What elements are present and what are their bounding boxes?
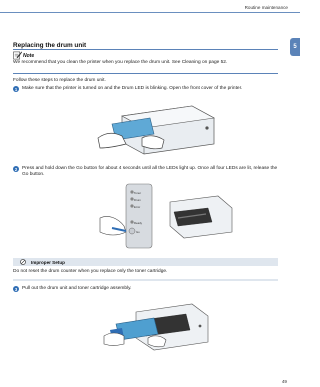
pull-out-drum-illustration (102, 298, 212, 356)
pencil-note-icon (13, 51, 22, 60)
section-title: Replacing the drum unit (13, 42, 87, 49)
step-2-number: 2 (14, 166, 18, 172)
led-label-ready: Ready (134, 221, 143, 225)
warning-bottom-rule (13, 279, 278, 281)
step-3-number: 3 (14, 286, 18, 292)
note-bottom-rule (13, 73, 278, 74)
note-label: Note (23, 53, 35, 59)
intro-text: Follow these steps to replace the drum unit. (13, 78, 106, 83)
led-label-go: Go (136, 230, 140, 234)
open-front-cover-illustration (92, 98, 222, 160)
note-top-rule (13, 49, 278, 50)
step-2-text: Press and hold down the Go button for about 4 seconds until all the LEDs light up. Once all four LEDs are lit, release the Go button. (22, 166, 278, 177)
prohibition-icon (20, 259, 26, 265)
page-number: 49 (281, 379, 287, 384)
improper-setup-label: Improper Setup (31, 259, 65, 265)
note-text: We recommend that you clean the printer when you replace the drum unit. See Cleaning on page 52. (13, 60, 228, 65)
led-label-error: Error (134, 205, 141, 209)
led-panel-illustration (78, 182, 238, 252)
improper-setup-bar (13, 258, 278, 266)
led-label-drum: Drum (134, 198, 141, 202)
step-1-text: Make sure that the printer is turned on and the Drum LED is blinking. Open the front cover of the printer. (22, 86, 243, 91)
running-header-title: Routine maintenance (244, 5, 288, 10)
led-label-toner: Toner (134, 191, 141, 195)
step-1-number: 1 (14, 86, 18, 92)
step-3-text: Pull out the drum unit and toner cartridge assembly. (22, 286, 132, 291)
chapter-tab: 5 (290, 38, 300, 56)
improper-setup-text: Do not reset the drum counter when you replace only the toner cartridge. (13, 269, 168, 274)
header-rule (0, 12, 300, 13)
